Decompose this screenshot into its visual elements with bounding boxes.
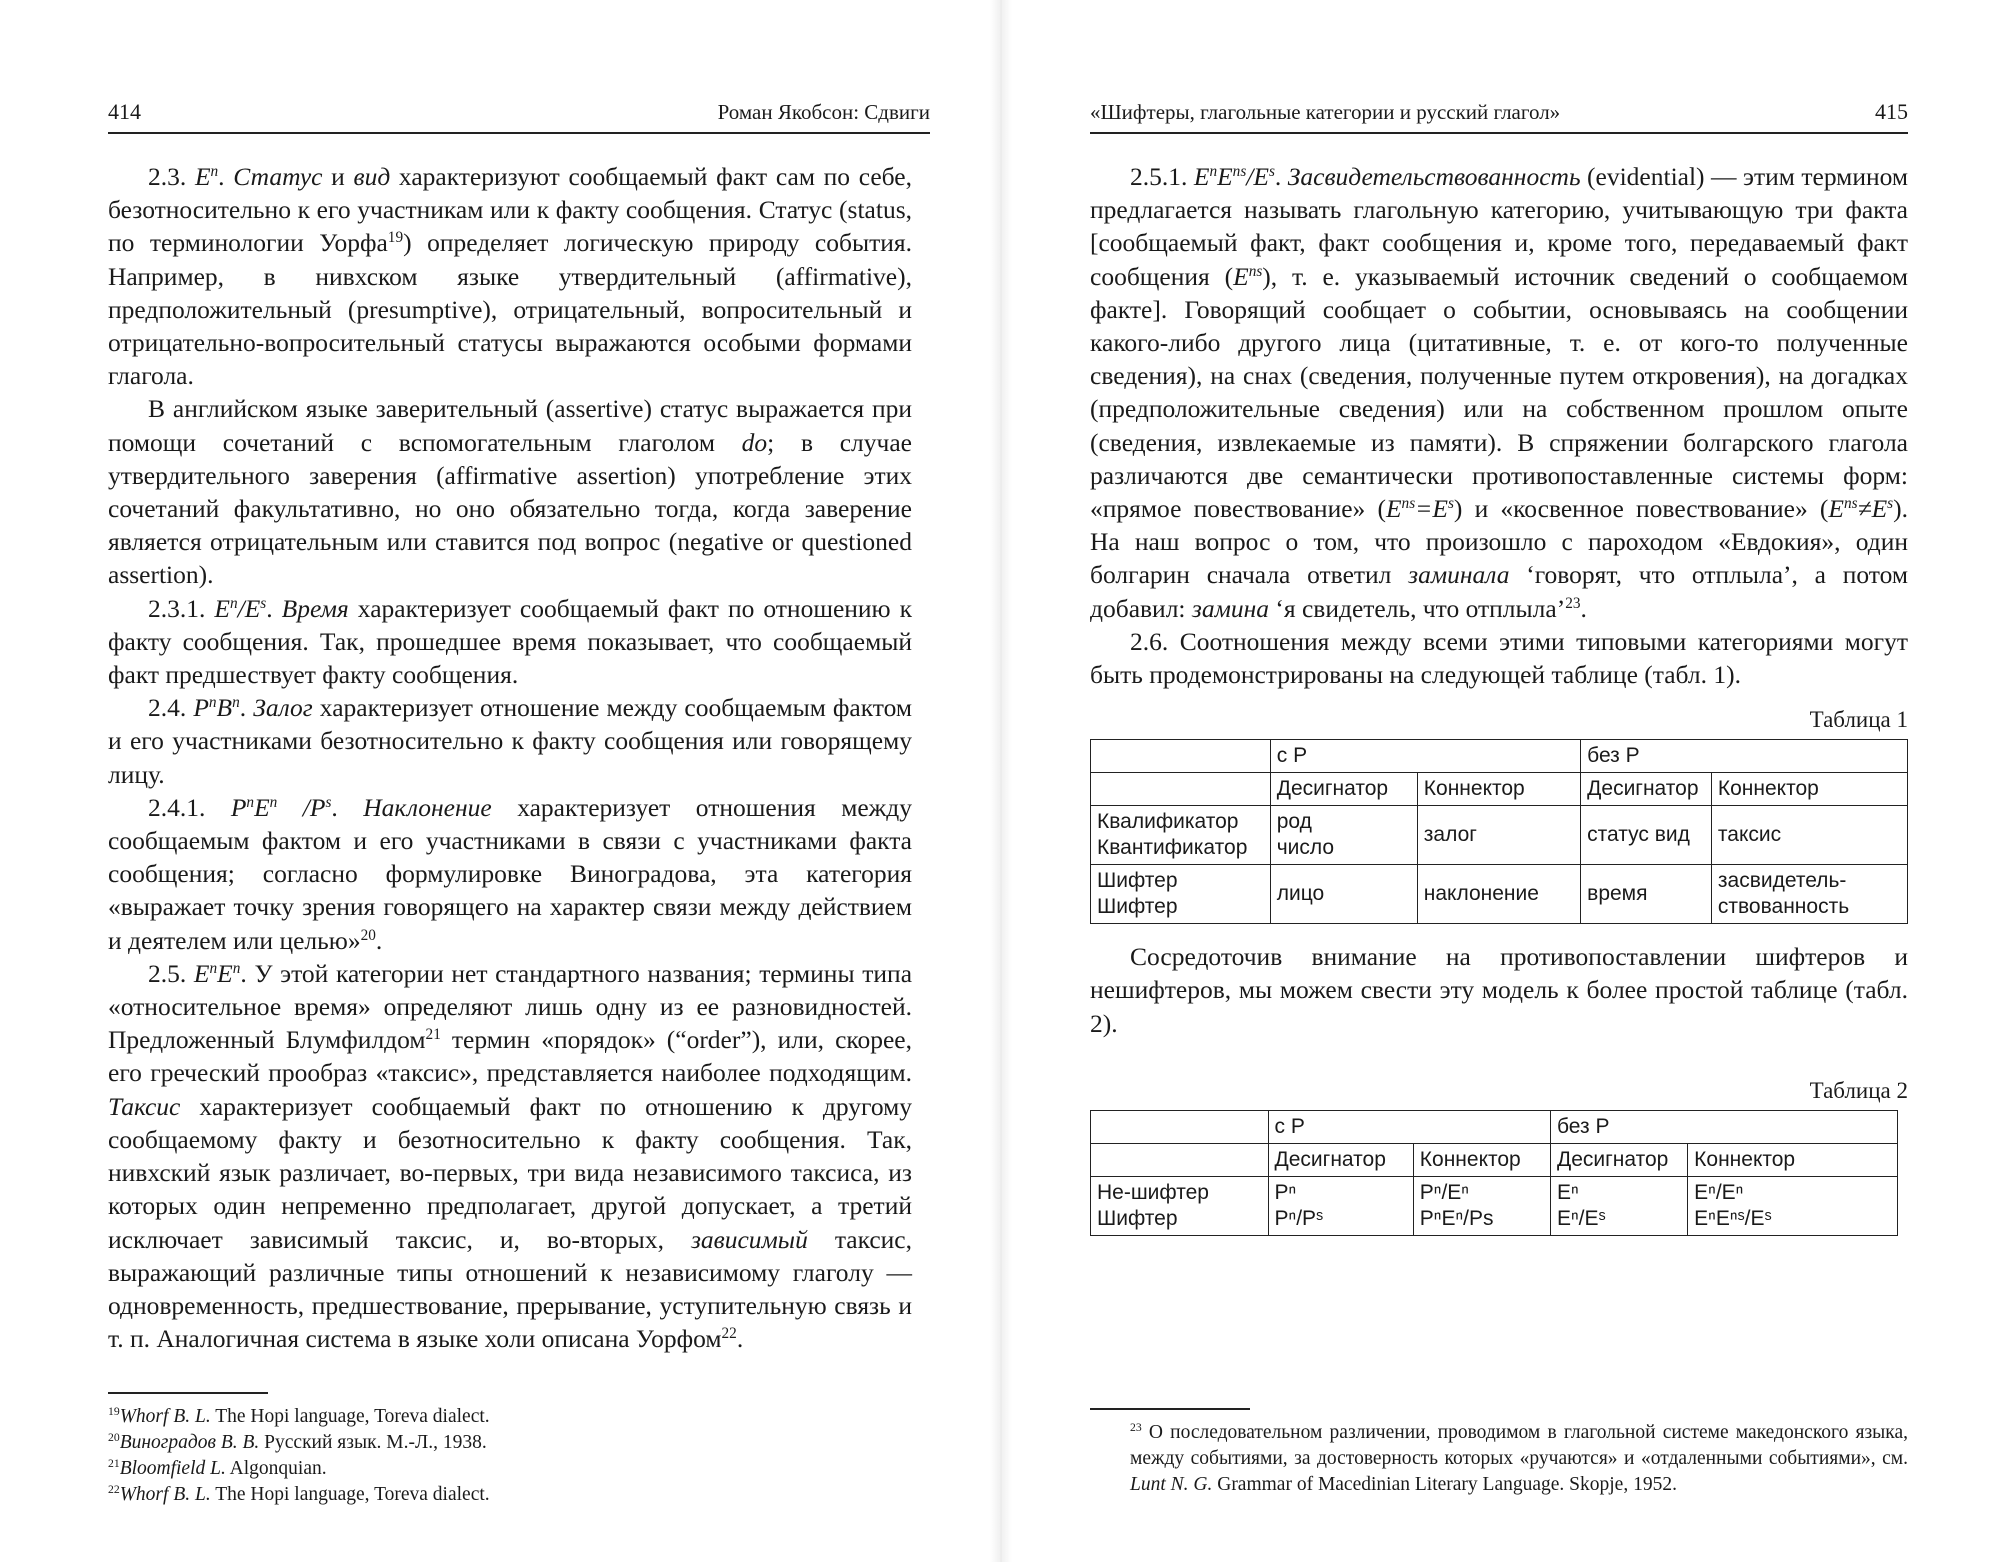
- text-run: и: [322, 162, 354, 191]
- table2-subheader: Коннектор: [1688, 1143, 1898, 1176]
- text-run: ), т. е. указываемый источник сведений о сообщаемом факте]. Говорящий сообщает о событии, основываясь на сообщении какого-либо другого лица (цитативные, т. е. от кого-то полученные сведения), на снах (сведения, полученные путем откровения), на догадках (предположительные сведения) или на собственном прошлом опыте (сведения, извлекаемые из памяти). В спряжении болгарского глагола различаются две семантически противопоставленные системы форм: «прямое повествование» (: [1090, 261, 1908, 524]
- text-run: таксис, выражающий различные типы отношений к независимому глаголу — одновременность, предшествование, прерывание, уступительную связь и т. п. Аналогичная система в языке холи описана Уорфом: [108, 1224, 912, 1354]
- footnote-19: [108, 1404, 912, 1430]
- text-run: ns: [1843, 494, 1858, 512]
- text-run: n: [208, 694, 217, 712]
- text-run: 20: [360, 926, 376, 944]
- text-run: n: [246, 793, 255, 811]
- text-run: B: [216, 693, 233, 723]
- text-run: ns: [1248, 262, 1263, 280]
- table2-corner-cell-2: [1091, 1143, 1269, 1176]
- text-run: E: [214, 593, 230, 623]
- footnote-22: [108, 1482, 912, 1508]
- text-run: Таксис: [108, 1091, 181, 1121]
- table2-row-label-line: Шифтер: [1097, 1206, 1178, 1230]
- table2-cell-line: Pⁿ/Eⁿ: [1419, 1180, 1469, 1204]
- right-header-rule: [1090, 132, 1908, 134]
- table1-cell-line: засвидетель-: [1717, 869, 1847, 893]
- table2-cell-line: EⁿEⁿˢ/Eˢ: [1694, 1206, 1772, 1230]
- table2-group-with-p: с Р: [1268, 1110, 1550, 1143]
- text-run: n: [210, 162, 219, 180]
- table1-sub-header-row: [1091, 773, 1908, 806]
- right-page: [1000, 0, 2000, 1562]
- text-run: характеризуют сообщаемый факт сам по себе, безотносительно к его участникам или к факту сообщения. Статус (status, по терминологии Уорфа: [108, 162, 912, 258]
- text-run: заминала: [1408, 560, 1510, 590]
- table2-row: [1091, 1176, 1898, 1235]
- text-run: n: [229, 594, 238, 612]
- left-footnotes: [108, 1392, 912, 1508]
- text-run: У этой категории нет стандартного названия; термины типа «относительное время» определяют лишь одну из ее разновидностей. Предложенный Блумфилдом: [108, 958, 913, 1055]
- footnote-number: 20: [108, 1430, 120, 1444]
- text-run: 22: [721, 1324, 737, 1342]
- table1-row-label: [1091, 806, 1271, 865]
- right-page-number: 415: [1875, 99, 1908, 124]
- text-run: P: [230, 792, 247, 822]
- table1-group-with-p: с Р: [1270, 740, 1580, 773]
- text-run: Время: [281, 593, 349, 623]
- table2-cell-line: Pⁿ: [1274, 1180, 1297, 1204]
- text-run: 2.3.: [148, 162, 195, 191]
- text-run: do: [741, 427, 768, 457]
- left-running-title: Роман Якобсон: Сдвиги: [717, 100, 930, 124]
- table2-cell-line: Eⁿ/Eⁿ: [1694, 1180, 1744, 1204]
- text-run: s: [1447, 494, 1454, 512]
- table2-sub-header-row: [1091, 1143, 1898, 1176]
- text-run: 2.6. Соотношения между всеми этими типовыми категориями могут быть продемонстрированы на следующей таблице (табл. 1).: [1090, 626, 1908, 690]
- left-body-text: [108, 160, 912, 1355]
- text-run: вид: [353, 162, 391, 191]
- table1-cell: лицо: [1270, 865, 1417, 924]
- footnote-number: 22: [108, 1482, 120, 1496]
- left_page-paragraph-2.3-eng: [108, 392, 912, 591]
- text-run: ≠E: [1857, 494, 1888, 524]
- table1-cell: наклонение: [1417, 865, 1580, 924]
- table1-cell: залог: [1417, 806, 1580, 865]
- footnote-23: [1090, 1420, 1908, 1498]
- text-run: =E: [1415, 494, 1448, 524]
- text-run: ns: [1401, 494, 1416, 512]
- table1-subheader: Десигнатор: [1581, 773, 1712, 806]
- text-run: ) и «косвенное повествование» (: [1453, 494, 1829, 524]
- table1-subheader: Коннектор: [1417, 773, 1580, 806]
- table2-cell: [1268, 1176, 1413, 1235]
- right_page-paragraph-2.5.1: [1090, 160, 1908, 625]
- footnote-author: Виноградов В. В.: [119, 1432, 260, 1453]
- text-run: .: [218, 162, 234, 191]
- text-run: P: [193, 693, 209, 723]
- text-run: .: [239, 693, 254, 723]
- text-run: .: [736, 1324, 744, 1354]
- table1-row-label-line: Квалификатор: [1097, 810, 1239, 834]
- table1-cell-line: число: [1276, 836, 1335, 860]
- footnote-text: Algonquian.: [225, 1458, 327, 1479]
- table1-group-without-p: без Р: [1581, 740, 1908, 773]
- table1-cell-line: род: [1276, 810, 1312, 834]
- text-run: 2.4.1.: [148, 792, 231, 822]
- table2-group-header-row: [1091, 1110, 1898, 1143]
- text-run: n: [1209, 162, 1218, 180]
- left-running-head: [108, 94, 930, 130]
- right_page-paragraph-2.6: [1090, 625, 1908, 691]
- table2-corner-cell: [1091, 1110, 1269, 1143]
- text-run: ). На наш вопрос о том, что произошло с пароходом «Евдокия», один болгарин сначала ответил: [1090, 494, 1908, 590]
- text-run: /E: [1246, 162, 1269, 191]
- table1-corner-cell-2: [1091, 773, 1271, 806]
- left_page-paragraph-2.4: [108, 691, 912, 791]
- table2-caption: Таблица 2: [1809, 1077, 1908, 1103]
- table2-cell-line: PⁿEⁿ/Ps: [1419, 1206, 1494, 1230]
- text-run: s: [325, 793, 332, 811]
- text-run: n: [269, 793, 278, 811]
- table1-cell: статус вид: [1581, 806, 1712, 865]
- text-run: E: [194, 162, 211, 191]
- text-run: зависимый: [690, 1224, 808, 1254]
- text-run: ‘говорят, что отплыла’, а потом добавил:: [1090, 560, 1908, 623]
- table2-subheader: Коннектор: [1413, 1143, 1550, 1176]
- footnote-number: 21: [108, 1456, 120, 1470]
- table1-group-header-row: [1091, 740, 1908, 773]
- footnote-text: Grammar of Macedinian Literary Language. Skopje, 1952.: [1212, 1474, 1677, 1495]
- table2-cell-line: Eⁿ: [1556, 1180, 1579, 1204]
- right-running-title: «Шифтеры, глагольные категории и русский глагол»: [1090, 100, 1561, 124]
- table2-cell-line: Pⁿ/Pˢ: [1274, 1206, 1324, 1230]
- text-run: характеризует сообщаемый факт по отношению к другому сообщаемому факту и безотносительно к факту сообщения. Так, нивхский язык различает, во-первых, три вида независимого таксиса, из которых один непременно предполагает, другой допускает, а третий исключает зависимый таксис, и, во-вторых,: [108, 1091, 912, 1254]
- footnote-21: [108, 1456, 912, 1482]
- table1-cell: таксис: [1711, 806, 1907, 865]
- text-run: Засвидетельствованность: [1287, 162, 1581, 191]
- table1-row-label-line: Шифтер: [1097, 895, 1178, 919]
- table2-subheader: Десигнатор: [1550, 1143, 1687, 1176]
- text-run: Наклонение: [363, 792, 492, 822]
- footnote-text: The Hopi language, Toreva dialect.: [210, 1484, 490, 1505]
- right-footnote-rule: [1090, 1408, 1250, 1410]
- table2-group-without-p: без Р: [1550, 1110, 1897, 1143]
- text-run: 2.4.: [148, 693, 194, 723]
- left_page-paragraph-2.3: [108, 160, 912, 392]
- text-run: ) определяет логическую природу события. Например, в нивхском языке утвердительный (affirmative), предположительный (presumptive), отрицательный, вопросительный и отрицательно-вопросительный статусы выражаются особыми формами глагола.: [108, 228, 912, 391]
- text-run: Статус: [233, 162, 323, 191]
- table-1: [1090, 739, 1908, 924]
- footnote-author: Bloomfield L.: [119, 1458, 226, 1479]
- table1-cell-line: ствованность: [1717, 895, 1850, 919]
- text-run: s: [260, 594, 267, 612]
- footnote-text: The Hopi language, Toreva dialect.: [210, 1406, 490, 1427]
- text-run: n: [232, 959, 241, 977]
- text-run: s: [1887, 494, 1894, 512]
- footnote-author: Whorf B. L.: [119, 1406, 211, 1427]
- text-run: E: [193, 958, 210, 988]
- text-run: E: [1193, 162, 1210, 191]
- text-run: .: [331, 792, 364, 822]
- paragraph-after-table1: Сосредоточив внимание на противопоставлении шифтеров и нешифтеров, мы можем свести эту модель к более простой таблице (табл. 2).: [1090, 942, 1908, 1038]
- table1-cell: [1711, 865, 1907, 924]
- table2-row-label: [1091, 1176, 1269, 1235]
- table1-row-label-line: Шифтер: [1097, 869, 1178, 893]
- text-run: s: [1268, 162, 1275, 180]
- text-run: (evidential) — этим термином предлагается называть глагольную категорию, учитывающую три факта [сообщаемый факт, факт сообщения и, кроме того, передаваемый факт сообщения (: [1090, 162, 1909, 291]
- table2-cell: [1550, 1176, 1687, 1235]
- left_page-paragraph-2.5: [108, 957, 912, 1355]
- text-run: E: [1217, 162, 1233, 191]
- right-running-head: [1090, 94, 1908, 130]
- text-run: 2.3.1.: [148, 593, 215, 623]
- text-run: /P: [277, 792, 326, 822]
- left-page-number: 414: [108, 99, 141, 124]
- text-run: E: [1385, 494, 1402, 524]
- text-run: ‘я свидетель, что отплыла’: [1269, 593, 1566, 623]
- text-run: характеризует отношения между сообщаемым фактом и его участниками в связи с участниками факта сообщения; согласно формулировке Виноградова, эта категория «выражает точку зрения говорящего на характер связи между действием и деятелем или целью»: [108, 792, 912, 955]
- text-run: n: [209, 959, 218, 977]
- table1-cell: время: [1581, 865, 1712, 924]
- text-run: .: [1580, 593, 1587, 623]
- footnote-text: О последовательном различении, проводимом в глагольной системе македонского языка, между событиями, за достоверность которых «ручаются» и «отдаленными событиями», см.: [1130, 1422, 1908, 1469]
- text-run: ns: [1232, 162, 1247, 180]
- text-run: /E: [237, 593, 261, 623]
- table2-cell: [1688, 1176, 1898, 1235]
- table1-row-label: [1091, 865, 1271, 924]
- text-run: E: [1828, 494, 1844, 524]
- table1-subheader: Коннектор: [1711, 773, 1907, 806]
- text-run: .: [375, 925, 383, 955]
- text-run: E: [1233, 261, 1249, 291]
- table2-cell-line: Eⁿ/Eˢ: [1556, 1206, 1606, 1230]
- table-2: [1090, 1110, 1898, 1236]
- table1-corner-cell: [1091, 740, 1271, 773]
- right-footnotes: [1090, 1408, 1908, 1498]
- table1-row-qualifier: [1091, 806, 1908, 865]
- table1-row-shifter: [1091, 865, 1908, 924]
- text-run: 23: [1565, 594, 1581, 612]
- table1-cell: [1270, 806, 1417, 865]
- text-run: 19: [387, 229, 404, 247]
- footnote-text: Русский язык. М.-Л., 1938.: [259, 1432, 487, 1453]
- footnote-author: Whorf B. L.: [119, 1484, 211, 1505]
- table1-subheader: Десигнатор: [1270, 773, 1417, 806]
- table2-subheader: Десигнатор: [1268, 1143, 1413, 1176]
- text-run: характеризует сообщаемый факт по отношению к факту сообщения. Так, прошедшее время показывает, что сообщаемый факт предшествует факту сообщения.: [108, 593, 913, 690]
- left_page-paragraph-2.3.1: [108, 592, 912, 692]
- text-run: замина: [1191, 593, 1270, 623]
- table2-cell: [1413, 1176, 1550, 1235]
- table1-caption: Таблица 1: [1809, 707, 1908, 733]
- text-run: 2.5.1.: [1130, 162, 1194, 191]
- text-run: .: [1274, 162, 1288, 191]
- text-run: Залог: [253, 693, 313, 723]
- text-run: E: [217, 958, 233, 988]
- footnote-number: 23: [1130, 1420, 1142, 1434]
- text-run: термин «порядок» (“order”), или, скорее, его греческий прообраз «таксис», представляется наиболее подходящим.: [108, 1025, 912, 1088]
- text-run: E: [254, 792, 270, 822]
- text-run: ; в случае утвердительного заверения (affirmative assertion) употребление этих сочетаний факультативно, но оно обязательно тогда, когда заверение является отрицательным или ставится под вопрос (negative or questioned assertion).: [108, 427, 912, 590]
- footnote-author: Lunt N. G.: [1130, 1474, 1213, 1495]
- footnote-number: 19: [108, 1404, 120, 1418]
- text-run: 21: [425, 1026, 441, 1044]
- footnote-20: [108, 1430, 912, 1456]
- text-run: В английском языке заверительный (assertive) статус выражается при помощи сочетаний с вспомогательным глаголом: [108, 394, 912, 457]
- text-run: n: [232, 694, 240, 712]
- text-run: .: [240, 958, 255, 988]
- left-footnote-rule: [108, 1392, 268, 1394]
- left-header-rule: [108, 132, 930, 134]
- text-run: характеризует отношение между сообщаемым фактом и его участниками безотносительно к факту сообщения или говорящему лицу.: [108, 693, 913, 789]
- right-body-text: [1090, 160, 1908, 1236]
- table1-row-label-line: Квантификатор: [1097, 836, 1248, 860]
- table2-row-label-line: Не-шифтер: [1097, 1180, 1209, 1204]
- text-run: .: [266, 593, 282, 623]
- text-run: 2.5.: [148, 958, 194, 988]
- left_page-paragraph-2.4.1: [108, 791, 912, 957]
